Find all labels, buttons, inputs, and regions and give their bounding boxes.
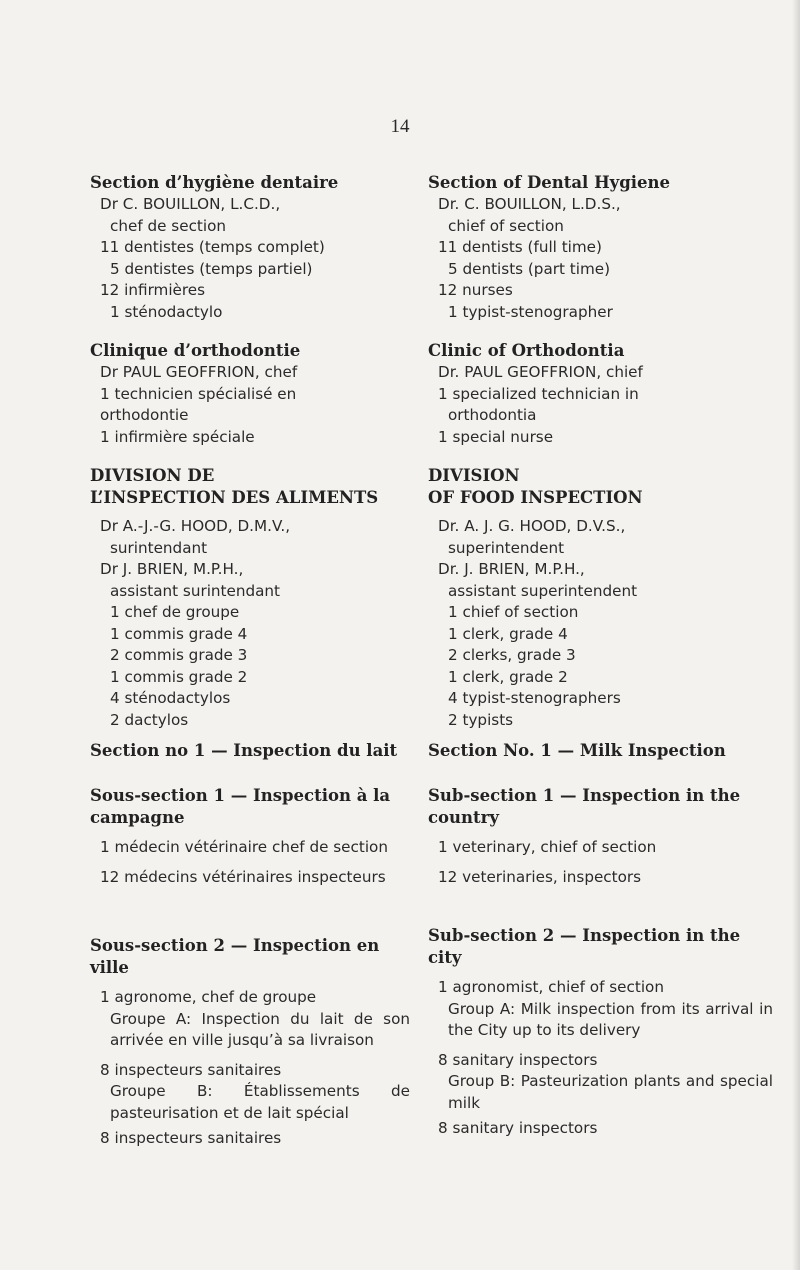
list-item: 12 nurses bbox=[438, 281, 513, 299]
list-item: 12 infirmières bbox=[100, 281, 206, 299]
section-heading: Section No. 1 — Milk Inspection bbox=[428, 741, 726, 760]
list-item: chief of section bbox=[448, 216, 564, 235]
list-item: 1 chef de groupe bbox=[110, 603, 240, 621]
dental-section-en bbox=[428, 172, 773, 323]
list-item: 1 veterinary, chief of section bbox=[438, 838, 657, 856]
subsection-heading: Sub-section 1 — Inspection in the bbox=[428, 786, 741, 805]
list-item: 5 dentists (part time) bbox=[448, 259, 611, 278]
list-item: 8 sanitary inspectors bbox=[438, 1119, 598, 1137]
list-item: 12 médecins vétérinaires inspecteurs bbox=[100, 867, 386, 886]
subsection-heading: Sub-section 2 — Inspection in the bbox=[428, 926, 741, 945]
list-item: Dr. C. BOUILLON, L.D.S., bbox=[438, 195, 621, 213]
subsection-1-fr bbox=[90, 785, 410, 888]
list-item: 2 commis grade 3 bbox=[110, 646, 248, 664]
list-item: Dr. J. BRIEN, M.P.H., bbox=[438, 560, 585, 578]
list-item: 5 dentistes (temps partiel) bbox=[110, 259, 313, 278]
division-heading: OF FOOD INSPECTION bbox=[428, 488, 643, 507]
list-item: assistant superintendent bbox=[448, 581, 638, 600]
list-item: superintendent bbox=[448, 538, 565, 557]
list-item: 1 sténodactylo bbox=[110, 302, 223, 321]
list-item: 1 commis grade 2 bbox=[110, 667, 248, 686]
list-item: orthodontia bbox=[448, 406, 537, 424]
group-description: Group A: Milk inspection from its arrival in the City up to its delivery bbox=[448, 999, 773, 1039]
list-item: 1 clerk, grade 2 bbox=[448, 667, 568, 686]
division-heading: L’INSPECTION DES ALIMENTS bbox=[90, 488, 379, 507]
page-number: 14 bbox=[390, 116, 410, 137]
ortho-section-en bbox=[428, 340, 773, 448]
list-item: 11 dentists (full time) bbox=[438, 238, 602, 256]
list-item: 8 inspecteurs sanitaires bbox=[100, 1129, 282, 1147]
division-heading: DIVISION bbox=[428, 466, 520, 485]
list-item: 1 agronome, chef de groupe Groupe A: Inspection du lait de son arrivée en ville jusqu’à sa livraison bbox=[90, 987, 410, 1052]
group-description: Groupe B: Établissements de pasteurisation et de lait spécial bbox=[110, 1082, 410, 1122]
list-item: 1 specialized technician in bbox=[438, 384, 639, 403]
subsection-2-fr bbox=[90, 935, 410, 1150]
section-heading: Section of Dental Hygiene bbox=[428, 173, 671, 192]
list-item: chef de section bbox=[110, 216, 227, 235]
list-item: 1 clerk, grade 4 bbox=[448, 624, 568, 643]
list-item: Dr PAUL GEOFFRION, chef bbox=[100, 363, 298, 381]
list-item: 4 sténodactylos bbox=[110, 689, 231, 707]
list-item: assistant surintendant bbox=[110, 581, 281, 600]
subsection-heading: Sous-section 2 — Inspection en bbox=[90, 936, 380, 955]
division-heading: DIVISION DE bbox=[90, 466, 215, 485]
subsection-1-en bbox=[428, 785, 773, 888]
list-item: Dr C. BOUILLON, L.C.D., bbox=[100, 195, 281, 213]
group-description: Group B: Pasteurization plants and special milk bbox=[448, 1072, 773, 1112]
section-heading: Section d’hygiène dentaire bbox=[90, 173, 339, 192]
list-item: 1 agronomist, chief of section Group A: Milk inspection from its arrival in the City up to its delivery bbox=[428, 977, 773, 1042]
list-item: 2 clerks, grade 3 bbox=[448, 646, 576, 664]
subsection-heading: city bbox=[428, 948, 462, 967]
list-item: 1 infirmière spéciale bbox=[100, 427, 255, 446]
list-item: 1 typist-stenographer bbox=[448, 302, 613, 321]
milk-section-fr bbox=[90, 740, 410, 762]
food-division-en bbox=[428, 465, 773, 731]
food-division-fr bbox=[90, 465, 410, 731]
list-item: 4 typist-stenographers bbox=[448, 689, 621, 707]
list-item: 1 technicien spécialisé en bbox=[100, 384, 297, 403]
subsection-heading: campagne bbox=[90, 808, 185, 827]
list-item: 11 dentistes (temps complet) bbox=[100, 238, 325, 256]
section-heading: Section no 1 — Inspection du lait bbox=[90, 741, 398, 760]
page-edge-shadow bbox=[792, 0, 800, 1270]
list-item: 1 médecin vétérinaire chef de section bbox=[100, 838, 388, 856]
list-item: 12 veterinaries, inspectors bbox=[438, 867, 642, 886]
ortho-section-fr bbox=[90, 340, 410, 448]
list-item: 1 chief of section bbox=[448, 603, 579, 621]
list-item: Dr. A. J. G. HOOD, D.V.S., bbox=[438, 517, 626, 535]
list-item: Dr A.-J.-G. HOOD, D.M.V., bbox=[100, 517, 291, 535]
subsection-heading: ville bbox=[90, 958, 129, 977]
list-item: 2 dactylos bbox=[110, 710, 189, 729]
list-item: 8 inspecteurs sanitaires Groupe B: Établissements de pasteurisation et de lait spécial bbox=[90, 1060, 410, 1125]
dental-section-fr bbox=[90, 172, 410, 323]
list-item: 8 sanitary inspectors Group B: Pasteurization plants and special milk bbox=[428, 1050, 773, 1115]
list-item: orthodontie bbox=[100, 406, 189, 424]
milk-section-en bbox=[428, 740, 773, 762]
list-item: Dr. PAUL GEOFFRION, chief bbox=[438, 363, 643, 381]
list-item: surintendant bbox=[110, 538, 208, 557]
subsection-heading: country bbox=[428, 808, 499, 827]
group-description: Groupe A: Inspection du lait de son arrivée en ville jusqu’à sa livraison bbox=[110, 1009, 410, 1049]
list-item: 2 typists bbox=[448, 710, 514, 729]
list-item: 1 commis grade 4 bbox=[110, 624, 248, 643]
subsection-heading: Sous-section 1 — Inspection à la bbox=[90, 786, 391, 805]
subsection-2-en bbox=[428, 925, 773, 1140]
section-heading: Clinic of Orthodontia bbox=[428, 341, 625, 360]
list-item: Dr J. BRIEN, M.P.H., bbox=[100, 560, 244, 578]
list-item: 1 special nurse bbox=[438, 427, 554, 446]
section-heading: Clinique d’orthodontie bbox=[90, 341, 301, 360]
